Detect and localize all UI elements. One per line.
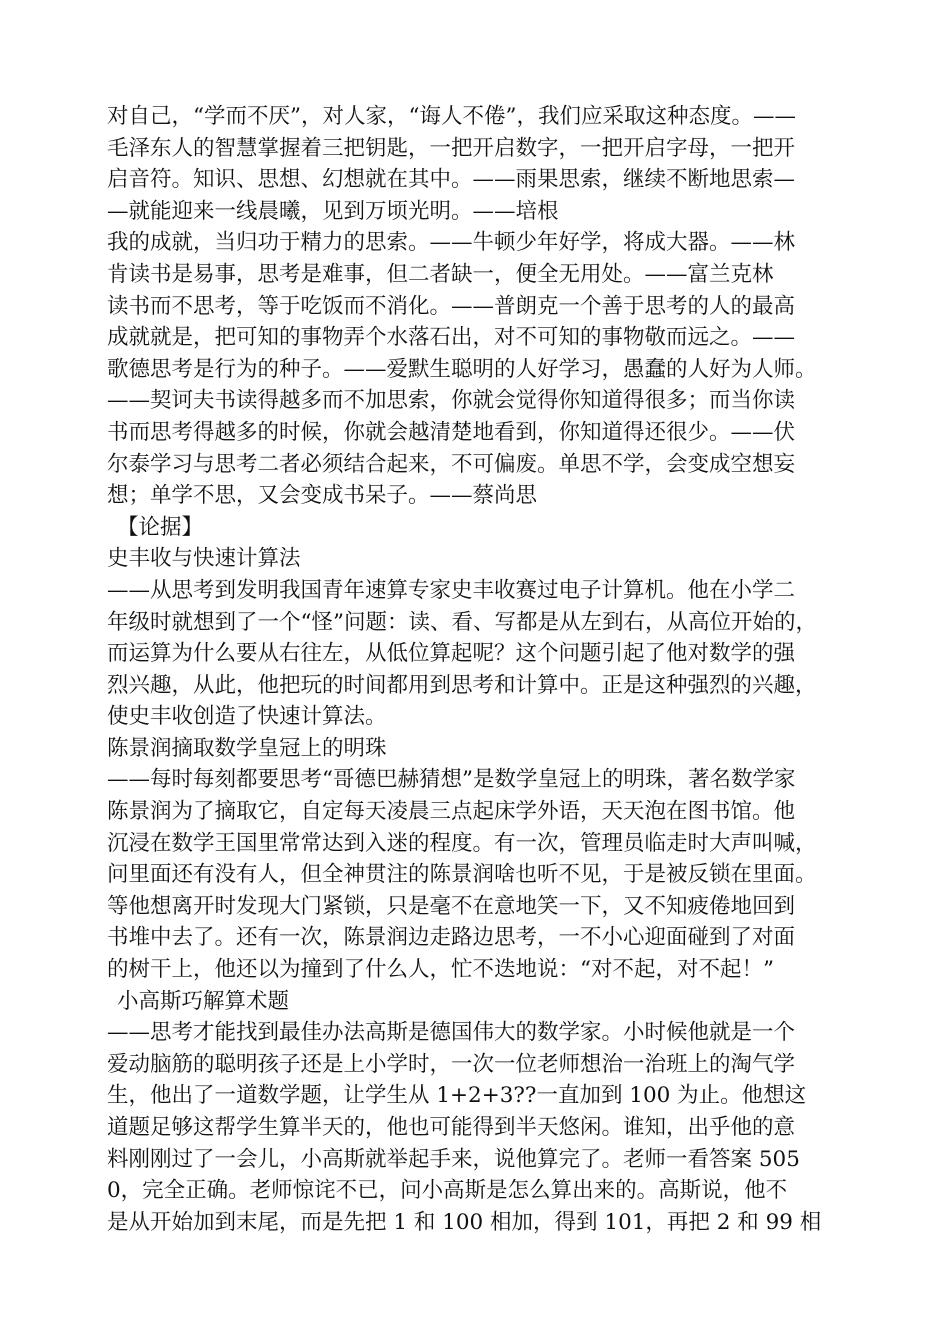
text-line: 读书而不思考，等于吃饭而不消化。——普朗克一个善于思考的人的最高 — [107, 293, 796, 319]
text-line: 生，他出了一道数学题，让学生从 1+2+3??一直加到 100 为止。他想这 — [107, 1083, 807, 1109]
text-line: 年级时就想到了一个“怪”问题：读、看、写都是从左到右，从高位开始的， — [107, 609, 817, 635]
subheading: 陈景润摘取数学皇冠上的明珠 — [107, 735, 387, 761]
text-line: 爱动脑筋的聪明孩子还是上小学时，一次一位老师想治一治班上的淘气学 — [107, 1051, 796, 1077]
text-line: 沉浸在数学王国里常常达到入迷的程度。有一次，管理员临走时大声叫喊， — [107, 830, 817, 856]
text-line: 书而思考得越多的时候，你就会越清楚地看到，你知道得还很少。——伏 — [107, 419, 796, 445]
text-line: 毛泽东人的智慧掌握着三把钥匙，一把开启数字，一把开启字母，一把开 — [107, 135, 796, 161]
text-line: 歌德思考是行为的种子。——爱默生聪明的人好学习，愚蠢的人好为人师。 — [107, 356, 817, 382]
subheading: 小高斯巧解算术题 — [117, 988, 290, 1014]
text-line: 使史丰收创造了快速计算法。 — [107, 704, 387, 730]
text-line: 我的成就，当归功于精力的思索。——牛顿少年好学，将成大器。——林 — [107, 230, 796, 256]
text-line: 而运算为什么要从右往左，从低位算起呢？这个问题引起了他对数学的强 — [107, 641, 796, 667]
text-line: ——每时每刻都要思考“哥德巴赫猜想”是数学皇冠上的明珠，著名数学家 — [107, 767, 796, 793]
text-line: 料刚刚过了一会儿，小高斯就举起手来，说他算完了。老师一看答案 505 — [107, 1146, 800, 1172]
text-line: 尔泰学习与思考二者必须结合起来，不可偏废。单思不学，会变成空想妄 — [107, 451, 796, 477]
text-line: 成就就是，把可知的事物弄个水落石出，对不可知的事物敬而远之。—— — [107, 325, 796, 351]
text-line: 的树干上，他还以为撞到了什么人，忙不迭地说：“对不起，对不起！” — [107, 957, 774, 983]
text-line: 陈景润为了摘取它，自定每天凌晨三点起床学外语，天天泡在图书馆。他 — [107, 799, 796, 825]
text-line: 书堆中去了。还有一次，陈景润边走路边思考，一不小心迎面碰到了对面 — [107, 925, 796, 951]
subheading: 史丰收与快速计算法 — [107, 546, 301, 572]
section-heading: 【论据】 — [117, 514, 204, 540]
text-line: 烈兴趣，从此，他把玩的时间都用到思考和计算中。正是这种强烈的兴趣， — [107, 672, 817, 698]
text-line: 问里面还有没有人，但全神贯注的陈景润啥也听不见，于是被反锁在里面。 — [107, 862, 817, 888]
text-line: —就能迎来一线晨曦，见到万顷光明。——培根 — [107, 198, 559, 224]
text-line: 0，完全正确。老师惊诧不已，问小高斯是怎么算出来的。高斯说，他不 — [107, 1178, 788, 1204]
text-line: 等他想离开时发现大门紧锁，只是毫不在意地笑一下，又不知疲倦地回到 — [107, 893, 796, 919]
document-body — [107, 101, 877, 1238]
text-line: 想；单学不思，又会变成书呆子。——蔡尚思 — [107, 483, 538, 509]
text-line: ——契诃夫书读得越多而不加思索，你就会觉得你知道得很多；而当你读 — [107, 388, 796, 414]
text-line: 肯读书是易事，思考是难事，但二者缺一，便全无用处。——富兰克林 — [107, 261, 774, 287]
text-line: 启音符。知识、思想、幻想就在其中。——雨果思索，继续不断地思索— — [107, 167, 796, 193]
text-line: ——从思考到发明我国青年速算专家史丰收赛过电子计算机。他在小学二 — [107, 577, 796, 603]
text-line: 道题足够这帮学生算半天的，他也可能得到半天悠闲。谁知，出乎他的意 — [107, 1115, 796, 1140]
text-line: ——思考才能找到最佳办法高斯是德国伟大的数学家。小时候他就是一个 — [107, 1020, 796, 1046]
text-line: 是从开始加到末尾，而是先把 1 和 100 相加，得到 101，再把 2 和 99 相 — [107, 1209, 822, 1235]
text-line: 对自己，“学而不厌”，对人家，“诲人不倦”，我们应采取这种态度。—— — [107, 104, 796, 129]
